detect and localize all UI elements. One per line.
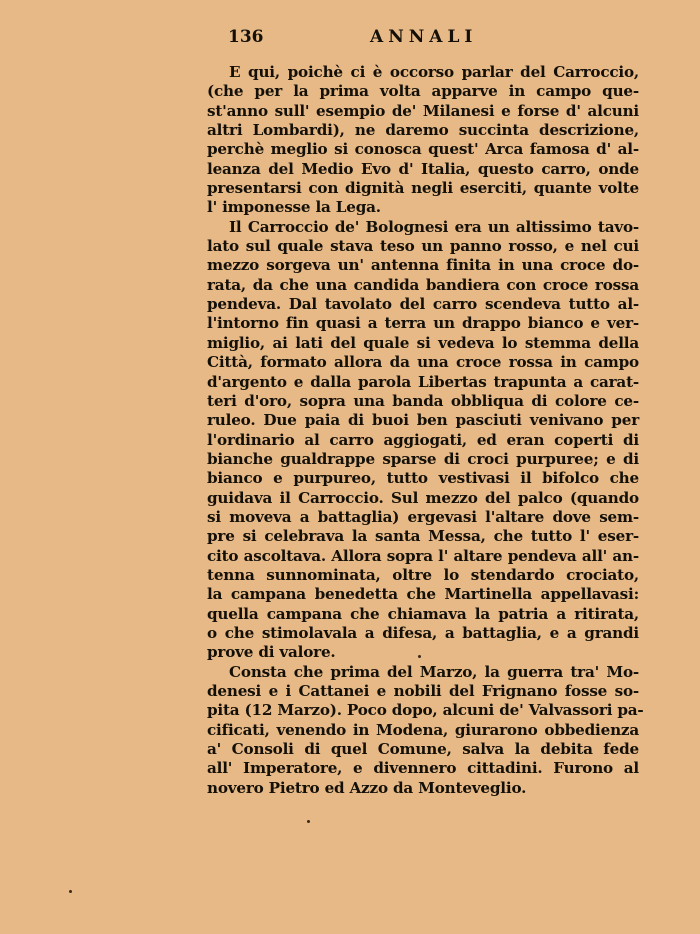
text-line: Città, formato allora da una croce rossa in campo xyxy=(207,353,639,372)
text-line: pre si celebrava la santa Messa, che tutto l' eser- xyxy=(207,527,639,546)
text-line: presentarsi con dignità negli eserciti, quante volte xyxy=(207,179,639,198)
text-line: Consta che prima del Marzo, la guerra tra' Mo- xyxy=(229,662,639,681)
text-line: all' Imperatore, e divennero cittadini. Furono al xyxy=(207,759,639,778)
page-header xyxy=(228,27,638,53)
text-line: miglio, ai lati del quale si vedeva lo stemma della xyxy=(207,333,639,352)
text-line: l'intorno fin quasi a terra un drappo bianco e ver- xyxy=(207,314,639,333)
text-line: la campana benedetta che Martinella appellavasi: xyxy=(207,585,639,604)
text-line: rata, da che una candida bandiera con croce rossa xyxy=(207,275,639,294)
text-line: bianche gualdrappe sparse di croci purpuree; e di xyxy=(207,449,639,468)
text-line: cificati, venendo in Modena, giurarono obbedienza xyxy=(207,720,639,739)
text-line: st'anno sull' esempio de' Milanesi e forse d' alcuni xyxy=(207,101,639,120)
text-line: pendeva. Dal tavolato del carro scendeva tutto al- xyxy=(207,295,639,314)
text-line: a' Consoli di quel Comune, salva la debita fede xyxy=(207,740,639,759)
text-line: leanza del Medio Evo d' Italia, questo carro, onde xyxy=(207,159,639,178)
page-number: 136 xyxy=(228,27,264,47)
text-line: d'argento e dalla parola Libertas trapunta a carat- xyxy=(207,372,639,391)
paragraph xyxy=(207,218,639,663)
text-line: cito ascoltava. Allora sopra l' altare pendeva all' an- xyxy=(207,546,639,565)
ink-speck xyxy=(307,820,310,823)
ink-speck xyxy=(69,890,72,893)
text-line: novero Pietro ed Azzo da Monteveglio. xyxy=(207,778,527,797)
running-title: ANNALI xyxy=(370,27,478,47)
text-line: si moveva a battaglia) ergevasi l'altare dove sem- xyxy=(207,507,639,526)
ink-speck xyxy=(418,655,421,658)
text-line: tenna sunnominata, oltre lo stendardo crociato, xyxy=(207,565,639,584)
text-line: l' imponesse la Lega. xyxy=(207,198,381,217)
text-line: prove di valore. xyxy=(207,643,336,662)
text-line: pita (12 Marzo). Poco dopo, alcuni de' Valvassori pa- xyxy=(207,701,644,720)
text-line: E qui, poichè ci è occorso parlar del Carroccio, xyxy=(229,63,639,81)
body-text xyxy=(207,63,644,798)
text-line: Il Carroccio de' Bolognesi era un altissimo tavo- xyxy=(229,217,639,236)
text-line: quella campana che chiamava la patria a ritirata, xyxy=(207,604,639,623)
text-line: bianco e purpureo, tutto vestivasi il bifolco che xyxy=(207,469,639,488)
text-line: ruleo. Due paia di buoi ben pasciuti venivano per xyxy=(207,411,639,430)
text-line: guidava il Carroccio. Sul mezzo del palco (quando xyxy=(207,488,639,507)
text-line: perchè meglio si conosca quest' Arca famosa d' al- xyxy=(207,140,639,159)
text-line: altri Lombardi), ne daremo succinta descrizione, xyxy=(207,121,639,140)
text-line: o che stimolavala a difesa, a battaglia, e a grandi xyxy=(207,623,639,642)
text-line: mezzo sorgeva un' antenna finita in una croce do- xyxy=(207,256,639,275)
paragraph xyxy=(207,662,644,798)
text-line: teri d'oro, sopra una banda obbliqua di colore ce- xyxy=(207,391,639,410)
text-line: denesi e i Cattanei e nobili del Frignano fosse so- xyxy=(207,682,639,700)
paragraph xyxy=(207,63,639,218)
text-line: l'ordinario al carro aggiogati, ed eran coperti di xyxy=(207,430,639,449)
text-line: lato sul quale stava teso un panno rosso, e nel cui xyxy=(207,237,639,256)
text-line: (che per la prima volta apparve in campo que- xyxy=(207,82,639,101)
